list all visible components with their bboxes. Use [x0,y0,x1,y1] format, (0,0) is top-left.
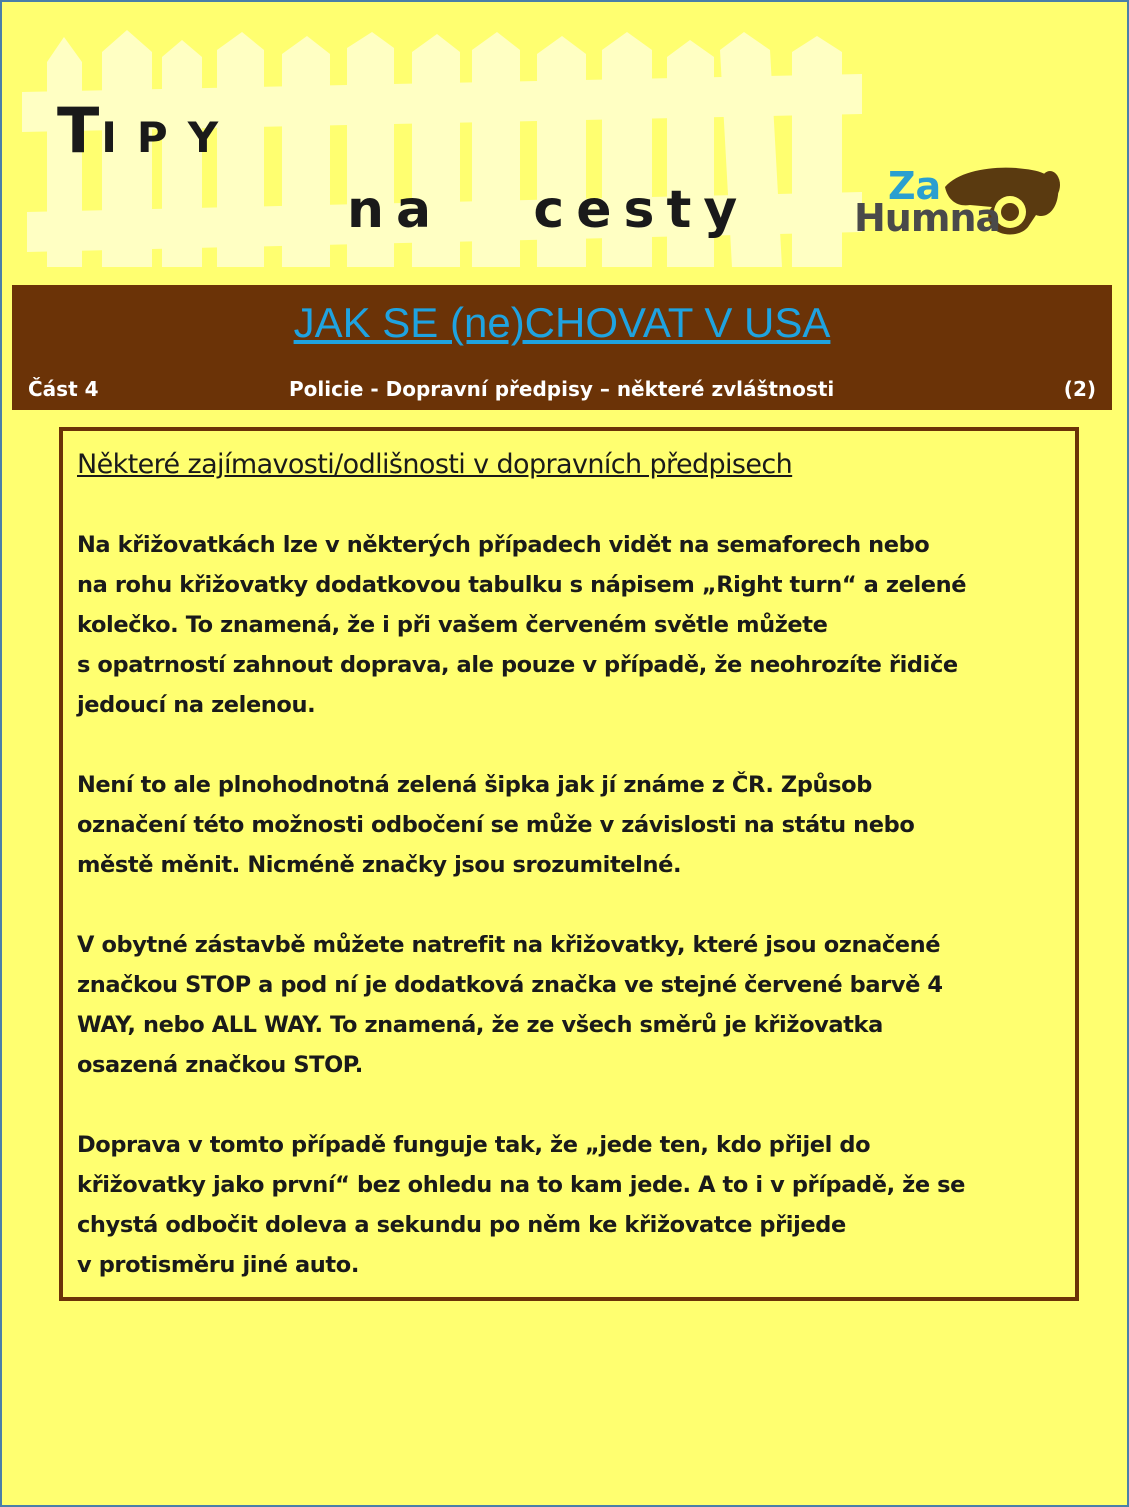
text-line: křižovatky jako první“ bez ohledu na to kam jede. A to i v případě, že se [77,1172,966,1198]
content-heading: Některé zajímavosti/odlišnosti v dopravních předpisech [77,449,793,480]
text-line: WAY, nebo ALL WAY. To znamená, že ze všech směrů je křižovatka [77,1012,883,1038]
paragraph-first-come [77,1125,1061,1285]
paragraph-all-way-stop [77,925,1061,1085]
section-subtitle: Policie - Dopravní předpisy – některé zvláštnosti [289,377,835,401]
text-line: chystá odbočit doleva a sekundu po něm ke křižovatce přijede [77,1212,846,1238]
text-line: na rohu křižovatky dodatkovou tabulku s nápisem „Right turn“ a zelené [77,572,967,598]
text-line: městě měnit. Nicméně značky jsou srozumitelné. [77,852,682,878]
page-number: (2) [1063,377,1096,401]
text-line: Není to ale plnohodnotná zelená šipka jak jí známe z ČR. Způsob [77,772,872,798]
header-title-rest: IPY [101,113,239,162]
text-line: s opatrností zahnout doprava, ale pouze v případě, že neohrozíte řidiče [77,652,958,678]
part-label: Část 4 [28,377,99,401]
content-frame [59,427,1079,1301]
text-line: kolečko. To znamená, že i při vašem červeném světle můžete [77,612,828,638]
content-text [77,445,1061,1285]
paragraph-right-turn [77,525,1061,725]
text-line: označení této možnosti odbočení se může v závislosti na státu nebo [77,812,915,838]
text-line: V obytné zástavbě můžete natrefit na křižovatky, které jsou označené [77,932,941,958]
text-line: značkou STOP a pod ní je dodatková značka ve stejné červené barvě 4 [77,972,943,998]
text-line: v protisměru jiné auto. [77,1252,359,1278]
text-line: osazená značkou STOP. [77,1052,363,1078]
header-title-line-1 [57,94,238,167]
banner-title-link[interactable]: JAK SE (ne)CHOVAT V USA [293,299,831,346]
text-line: Na křižovatkách lze v některých případech vidět na semaforech nebo [77,532,930,558]
banner [12,285,1112,410]
header-title-line-2: na cesty [347,180,750,240]
logo-za: Za [888,164,942,208]
text-line: Doprava v tomto případě funguje tak, že „jede ten, kdo přijel do [77,1132,871,1158]
header-title-initial: T [57,94,102,167]
paragraph-green-arrow [77,765,1061,885]
text-line: jedoucí na zelenou. [77,692,316,718]
logo-humna: Humna [854,196,1001,240]
